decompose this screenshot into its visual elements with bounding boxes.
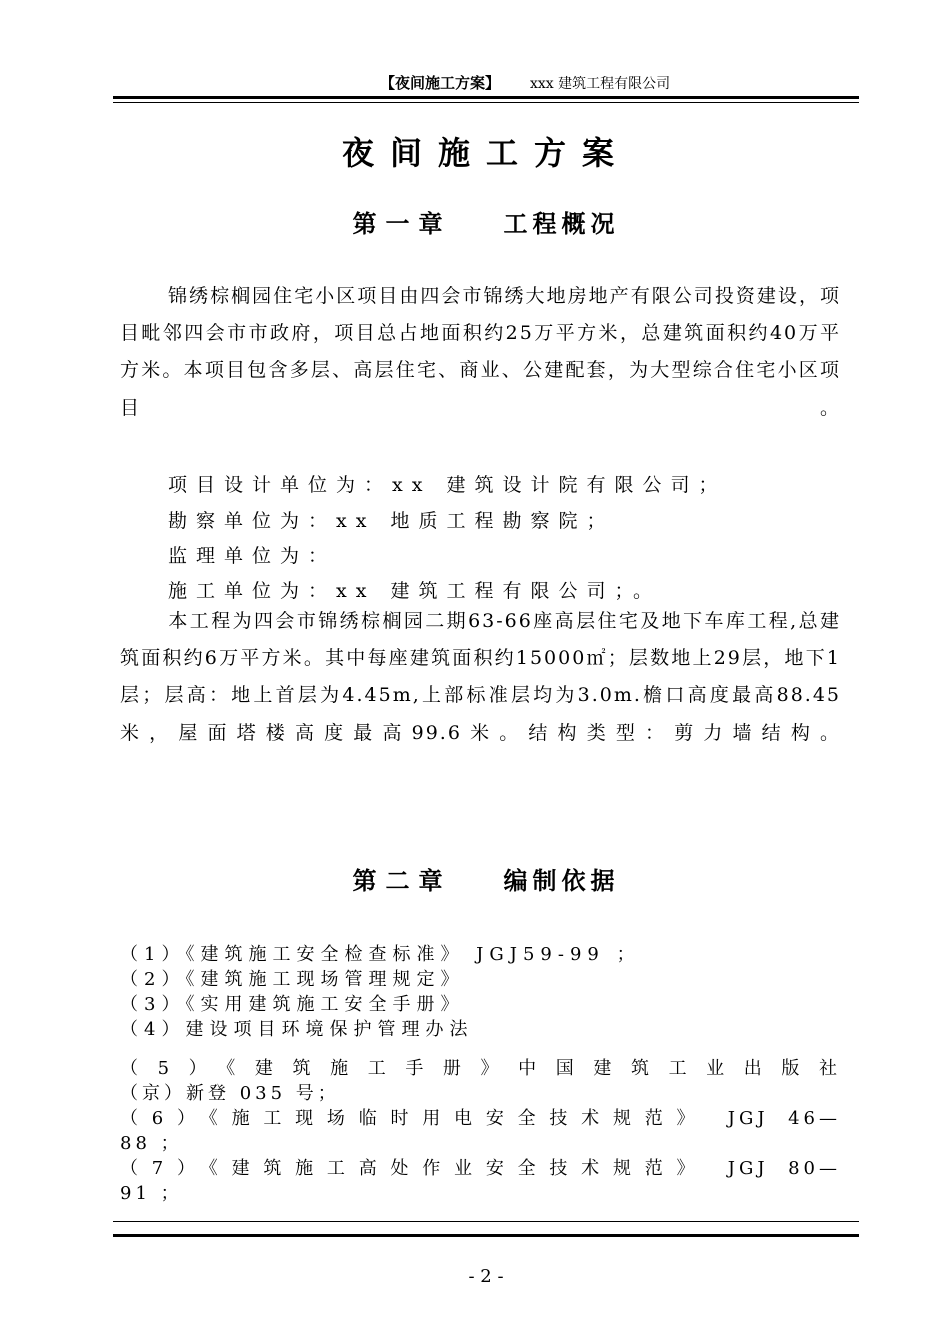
reference-item-6 <box>120 1106 841 1156</box>
reference-item-5-line2: （京）新登 035 号； <box>120 1083 340 1104</box>
chapter1-heading <box>113 204 859 239</box>
footer-rule-thin <box>113 1221 859 1222</box>
header-rule-thick <box>113 96 859 99</box>
reference-item-6-line2: 88 ； <box>120 1133 183 1154</box>
reference-item-7-line2: 91 ； <box>120 1183 183 1204</box>
survey-unit-line: 勘察单位为：xx 地质工程勘察院； <box>168 510 615 532</box>
chapter2-heading <box>113 861 859 896</box>
chapter1-paragraph-2 <box>120 603 841 752</box>
chapter2-name: 编制依据 <box>503 866 620 895</box>
chapter1-number: 第一章 <box>352 209 452 238</box>
supervision-unit-line: 监理单位为： <box>168 545 337 567</box>
header-doc-label: 【夜间施工方案】 <box>380 74 501 92</box>
chapter1-paragraph-1 <box>120 278 841 427</box>
chapter2-number: 第二章 <box>352 866 452 895</box>
chapter1-p1-text: 锦绣棕榈园住宅小区项目由四会市锦绣大地房地产有限公司投资建设，项目毗邻四会市市政府，项目总占地面积约25万平方米，总建筑面积约40万平方米。本项目包含多层、高层住宅、商业、公建配套，为大型综合住宅小区项目。 <box>120 285 841 419</box>
chapter1-name: 工程概况 <box>503 209 620 238</box>
design-unit-line: 项目设计单位为：xx 建筑设计院有限公司； <box>168 474 727 496</box>
reference-item-1: （1）《建筑施工安全检查标准》 JGJ59-99 ； <box>120 944 641 965</box>
reference-item-2: （2）《建筑施工现场管理规定》 <box>120 969 465 990</box>
chapter1-p2-text: 本工程为四会市锦绣棕榈园二期63-66座高层住宅及地下车库工程,总建筑面积约6万平方米。其中每座建筑面积约15000㎡；层数地上29层，地下1层；层高：地上首层为4.45m,上部标准层均为3.0m.檐口高度最高88.45米，屋面塔楼高度最高99.6米。结构类型：剪力墙结构。 <box>120 610 841 744</box>
construction-unit-line: 施工单位为：xx 建筑工程有限公司；。 <box>168 580 661 602</box>
reference-item-5-line1: （5）《建筑施工手册》中国建筑工业出版社 <box>120 1058 841 1079</box>
header-company: xxx 建筑工程有限公司 <box>530 76 671 92</box>
reference-item-6-line1: （6）《施工现场临时用电安全技术规范》 JGJ 46— <box>120 1108 841 1129</box>
reference-item-4: （4）建设项目环境保护管理办法 <box>120 1019 474 1040</box>
page-number: - 2 - <box>468 1266 504 1287</box>
reference-item-7 <box>120 1156 841 1206</box>
header-rule-thin <box>113 102 859 103</box>
reference-item-3: （3）《实用建筑施工安全手册》 <box>120 994 465 1015</box>
running-header <box>380 72 670 93</box>
reference-item-5 <box>120 1056 841 1106</box>
footer-rule-thick <box>113 1234 859 1237</box>
document-title: 夜间施工方案 <box>341 134 630 172</box>
reference-item-7-line1: （7）《建筑施工高处作业安全技术规范》 JGJ 80— <box>120 1158 841 1179</box>
